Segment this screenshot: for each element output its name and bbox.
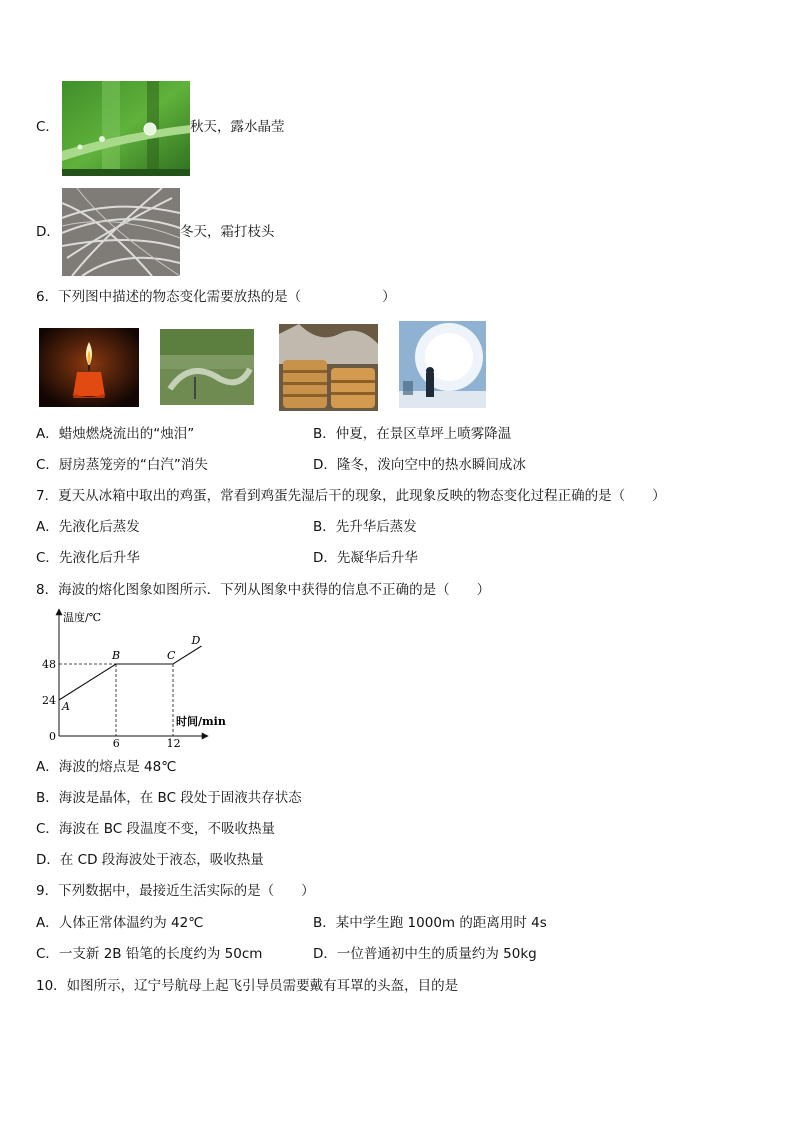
q7-option-d: D．先凝华后升华 bbox=[313, 550, 418, 566]
point-label-a: A bbox=[62, 700, 70, 713]
q10-stem: 10．如图所示，辽宁号航母上起飞引导员需要戴有耳罩的头盔，目的是 bbox=[36, 978, 459, 994]
q7-option-c: C．先液化后升华 bbox=[36, 550, 140, 566]
q6-stem: 6．下列图中描述的物态变化需要放热的是（ ） bbox=[36, 289, 396, 305]
y-tick-48: 48 bbox=[42, 658, 56, 671]
candle-photo bbox=[39, 328, 139, 407]
x-tick-6: 6 bbox=[112, 737, 120, 750]
y-tick-24: 24 bbox=[42, 694, 56, 707]
q6-option-d: D．隆冬，泼向空中的热水瞬间成冰 bbox=[313, 457, 526, 473]
q6-option-c: C．厨房蒸笼旁的“白汽”消失 bbox=[36, 457, 208, 473]
point-label-b: B bbox=[112, 649, 121, 662]
q5-option-d-letter: D． bbox=[36, 224, 60, 240]
q6-option-a: A．蜡烛燃烧流出的“烛泪” bbox=[36, 426, 195, 442]
q7-stem: 7．夏天从冰箱中取出的鸡蛋，常看到鸡蛋先湿后干的现象，此现象反映的物态变化过程正确的是（ ） bbox=[36, 488, 666, 504]
origin-label: 0 bbox=[49, 730, 56, 743]
q6-option-b: B．仲夏，在景区草坪上喷雾降温 bbox=[313, 426, 512, 442]
ice-water-photo bbox=[399, 321, 486, 408]
x-tick-12: 12 bbox=[166, 737, 181, 750]
q8-option-d: D．在 CD 段海波处于液态，吸收热量 bbox=[36, 852, 264, 868]
q8-stem: 8．海波的熔化图象如图所示．下列从图象中获得的信息不正确的是（ ） bbox=[36, 582, 491, 598]
q8-option-a: A．海波的熔点是 48℃ bbox=[36, 759, 177, 775]
steamer-photo bbox=[279, 324, 378, 411]
q7-option-a: A．先液化后蒸发 bbox=[36, 519, 140, 535]
q9-option-a: A．人体正常体温约为 42℃ bbox=[36, 915, 204, 931]
q5-option-d-text: 冬天，霜打枝头 bbox=[180, 224, 275, 240]
q8-option-c: C．海波在 BC 段温度不变，不吸收热量 bbox=[36, 821, 275, 837]
series-line bbox=[59, 646, 202, 700]
q7-option-b: B．先升华后蒸发 bbox=[313, 519, 417, 535]
q9-option-d: D．一位普通初中生的质量约为 50kg bbox=[313, 946, 537, 962]
q5-option-c-letter: C． bbox=[36, 119, 59, 135]
q5-option-c-text: 秋天，露水晶莹 bbox=[190, 119, 285, 135]
melting-graph bbox=[36, 605, 226, 753]
point-label-c: C bbox=[167, 649, 176, 662]
x-axis-label: 时间/min bbox=[176, 715, 226, 728]
dew-photo bbox=[62, 81, 190, 176]
q9-stem: 9．下列数据中，最接近生活实际的是（ ） bbox=[36, 883, 315, 899]
q9-option-b: B．某中学生跑 1000m 的距离用时 4s bbox=[313, 915, 547, 931]
point-label-d: D bbox=[191, 634, 201, 647]
y-axis-label: 温度/℃ bbox=[63, 611, 102, 624]
q8-option-b: B．海波是晶体，在 BC 段处于固液共存状态 bbox=[36, 790, 302, 806]
frost-photo bbox=[62, 188, 180, 276]
q9-option-c: C．一支新 2B 铅笔的长度约为 50cm bbox=[36, 946, 263, 962]
lawn-spray-photo bbox=[160, 329, 254, 405]
